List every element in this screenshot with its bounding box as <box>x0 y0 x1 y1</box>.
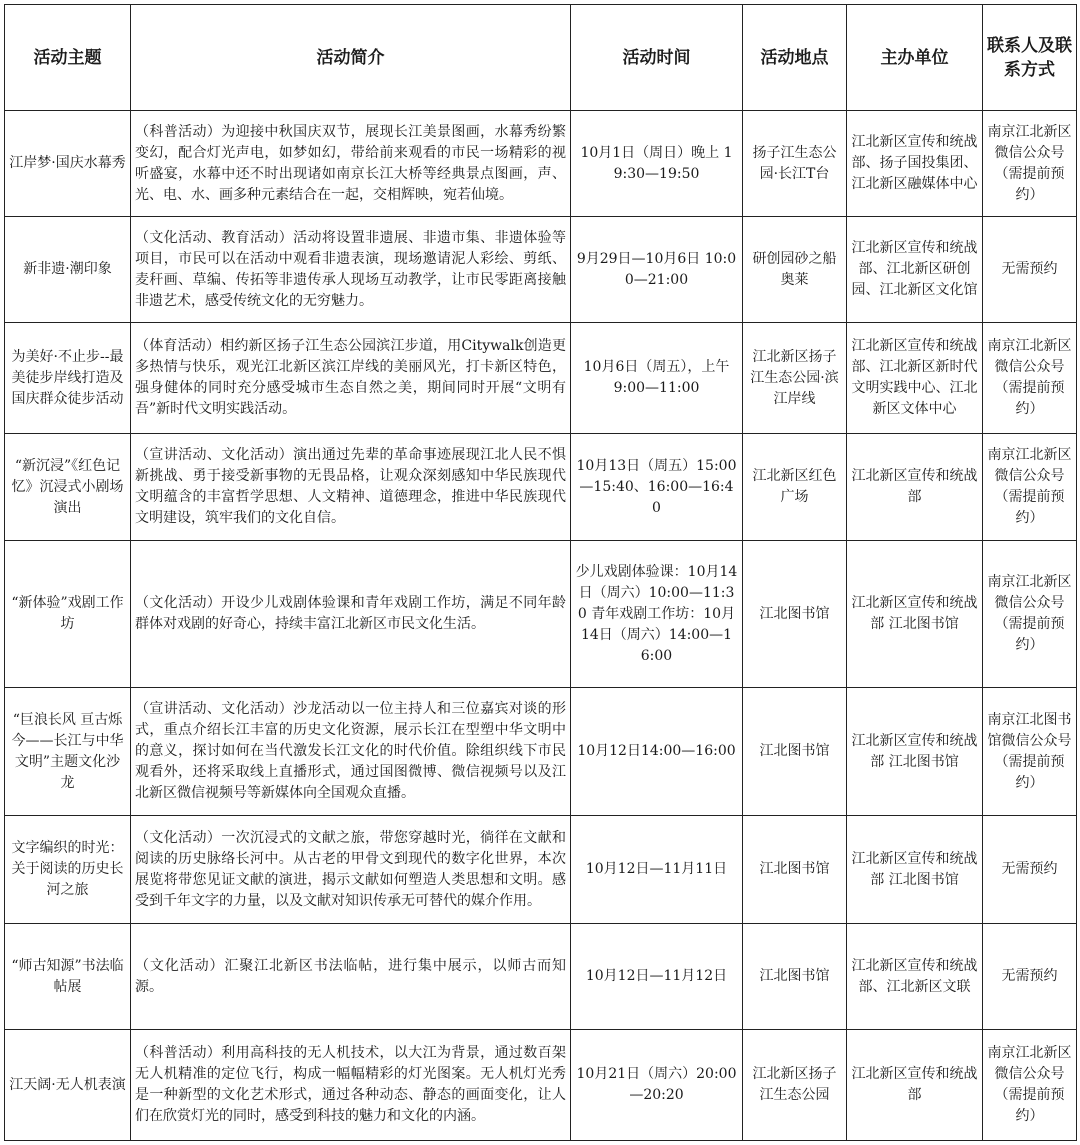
table-row <box>5 924 1077 1030</box>
cell-place: 扬子江生态公园·长江T台 <box>743 111 847 217</box>
cell-theme: 文字编织的时光：关于阅读的历史长河之旅 <box>5 816 131 924</box>
cell-time: 10月1日（周日）晚上 19:30—19:50 <box>571 111 743 217</box>
cell-contact: 南京江北新区微信公众号（需提前预约） <box>983 434 1077 541</box>
cell-place: 江北图书馆 <box>743 688 847 816</box>
cell-time: 少儿戏剧体验课：10月14日（周六）10:00—11:30 青年戏剧工作坊：10月14日（周六）14:00—16:00 <box>571 541 743 688</box>
cell-time: 10月13日（周五）15:00—15:40、16:00—16:40 <box>571 434 743 541</box>
cell-place: 研创园砂之船奥莱 <box>743 217 847 323</box>
cell-desc: （宣讲活动、文化活动）演出通过先辈的革命事迹展现江北人民不惧新挑战、勇于接受新事物的无畏品格，让观众深刻感知中华民族现代文明蕴含的丰富哲学思想、人文精神、道德理念，推进中华民族现代文明建设，筑牢我们的文化自信。 <box>131 434 571 541</box>
cell-theme: 为美好·不止步--最美徒步岸线打造及国庆群众徒步活动 <box>5 323 131 434</box>
cell-place: 江北新区扬子江生态公园·滨江岸线 <box>743 323 847 434</box>
cell-place: 江北新区红色广场 <box>743 434 847 541</box>
cell-desc: （科普活动）为迎接中秋国庆双节，展现长江美景图画，水幕秀纷繁变幻，配合灯光声电，如梦如幻，带给前来观看的市民一场精彩的视听盛宴，水幕中还不时出现诸如南京长江大桥等经典景点图画，声、光、电、水、画多种元素结合在一起，交相辉映，宛若仙境。 <box>131 111 571 217</box>
cell-org: 江北新区宣传和统战部 江北图书馆 <box>847 541 983 688</box>
header-desc: 活动简介 <box>131 5 571 111</box>
table-row <box>5 217 1077 323</box>
cell-desc: （文化活动）一次沉浸式的文献之旅，带您穿越时光，徜徉在文献和阅读的历史脉络长河中。从古老的甲骨文到现代的数字化世界，本次展览将带您见证文献的演进，揭示文献如何塑造人类思想和文明。感受到千年文字的力量，以及文献对知识传承无可替代的媒介作用。 <box>131 816 571 924</box>
cell-contact: 无需预约 <box>983 217 1077 323</box>
cell-time: 10月12日—11月12日 <box>571 924 743 1030</box>
cell-contact: 南京江北新区微信公众号（需提前预约） <box>983 541 1077 688</box>
cell-desc: （文化活动）开设少儿戏剧体验课和青年戏剧工作坊，满足不同年龄群体对戏剧的好奇心，持续丰富江北新区市民文化生活。 <box>131 541 571 688</box>
table-row <box>5 111 1077 217</box>
table-row <box>5 541 1077 688</box>
cell-theme: “巨浪长风 亘古烁今——长江与中华文明”主题文化沙龙 <box>5 688 131 816</box>
cell-theme: 江岸梦·国庆水幕秀 <box>5 111 131 217</box>
cell-contact: 南京江北新区微信公众号（需提前预约） <box>983 111 1077 217</box>
header-time: 活动时间 <box>571 5 743 111</box>
header-contact: 联系人及联系方式 <box>983 5 1077 111</box>
header-theme: 活动主题 <box>5 5 131 111</box>
table-row <box>5 1030 1077 1141</box>
cell-desc: （文化活动、教育活动）活动将设置非遗展、非遗市集、非遗体验等项目，市民可以在活动中观看非遗表演，现场邀请泥人彩绘、剪纸、麦秆画、草编、传拓等非遗传承人现场互动教学，让市民零距离接触非遗艺术，感受传统文化的无穷魅力。 <box>131 217 571 323</box>
cell-time: 9月29日—10月6日 10:00—21:00 <box>571 217 743 323</box>
cell-org: 江北新区宣传和统战部、江北新区研创园、江北新区文化馆 <box>847 217 983 323</box>
table-row <box>5 816 1077 924</box>
cell-contact: 无需预约 <box>983 924 1077 1030</box>
cell-theme: “新体验”戏剧工作坊 <box>5 541 131 688</box>
cell-org: 江北新区宣传和统战部、扬子国投集团、江北新区融媒体中心 <box>847 111 983 217</box>
cell-theme: “新沉浸”《红色记忆》沉浸式小剧场演出 <box>5 434 131 541</box>
table-header-row <box>5 5 1077 111</box>
cell-org: 江北新区宣传和统战部、江北新区新时代文明实践中心、江北新区文体中心 <box>847 323 983 434</box>
cell-org: 江北新区宣传和统战部 <box>847 434 983 541</box>
header-org: 主办单位 <box>847 5 983 111</box>
cell-contact: 南京江北图书馆微信公众号（需提前预约） <box>983 688 1077 816</box>
cell-theme: 新非遗·潮印象 <box>5 217 131 323</box>
table-row <box>5 323 1077 434</box>
cell-contact: 南京江北新区微信公众号（需提前预约） <box>983 1030 1077 1141</box>
cell-theme: “师古知源”书法临帖展 <box>5 924 131 1030</box>
cell-desc: （科普活动）利用高科技的无人机技术，以大江为背景，通过数百架无人机精准的定位飞行，构成一幅幅精彩的灯光图案。无人机灯光秀是一种新型的文化艺术形式，通过各种动态、静态的画面变化，让人们在欣赏灯光的同时，感受到科技的魅力和文化的内涵。 <box>131 1030 571 1141</box>
cell-contact: 南京江北新区微信公众号（需提前预约） <box>983 323 1077 434</box>
table-row <box>5 688 1077 816</box>
cell-time: 10月21日（周六）20:00—20:20 <box>571 1030 743 1141</box>
events-table <box>4 4 1077 1141</box>
cell-org: 江北新区宣传和统战部 江北图书馆 <box>847 816 983 924</box>
cell-place: 江北图书馆 <box>743 924 847 1030</box>
cell-org: 江北新区宣传和统战部 江北图书馆 <box>847 688 983 816</box>
cell-place: 江北图书馆 <box>743 541 847 688</box>
cell-org: 江北新区宣传和统战部、江北新区文联 <box>847 924 983 1030</box>
cell-desc: （文化活动）汇聚江北新区书法临帖，进行集中展示，以师古而知源。 <box>131 924 571 1030</box>
table-row <box>5 434 1077 541</box>
cell-time: 10月12日14:00—16:00 <box>571 688 743 816</box>
cell-desc: （体育活动）相约新区扬子江生态公园滨江步道，用Citywalk创造更多热情与快乐，观光江北新区滨江岸线的美丽风光，打卡新区特色，强身健体的同时充分感受城市生态自然之美，期间同时开展“文明有吾”新时代文明实践活动。 <box>131 323 571 434</box>
cell-contact: 无需预约 <box>983 816 1077 924</box>
cell-theme: 江天阔·无人机表演 <box>5 1030 131 1141</box>
cell-desc: （宣讲活动、文化活动）沙龙活动以一位主持人和三位嘉宾对谈的形式，重点介绍长江丰富的历史文化资源，展示长江在型塑中华文明中的意义，探讨如何在当代激发长江文化的时代价值。除组织线下市民观看外，还将采取线上直播形式，通过国图微博、微信视频号以及江北新区微信视频号等新媒体向全国观众直播。 <box>131 688 571 816</box>
cell-place: 江北新区扬子江生态公园 <box>743 1030 847 1141</box>
cell-org: 江北新区宣传和统战部 <box>847 1030 983 1141</box>
cell-time: 10月12日—11月11日 <box>571 816 743 924</box>
header-place: 活动地点 <box>743 5 847 111</box>
cell-time: 10月6日（周五），上午 9:00—11:00 <box>571 323 743 434</box>
cell-place: 江北图书馆 <box>743 816 847 924</box>
